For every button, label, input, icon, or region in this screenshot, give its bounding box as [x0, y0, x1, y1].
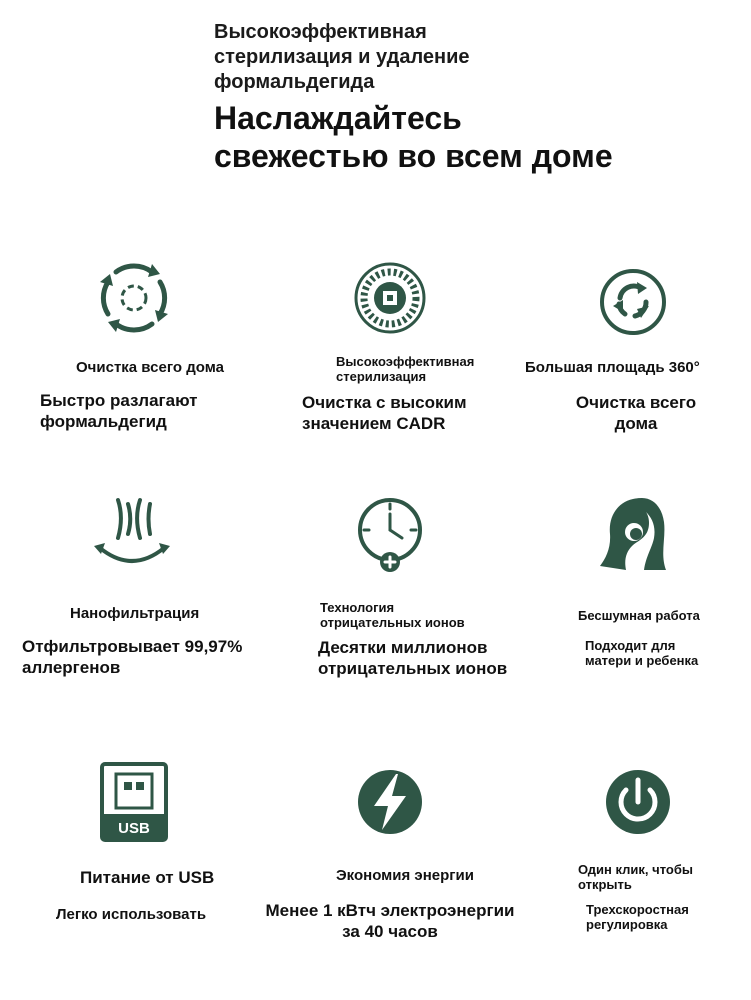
- clock-plus-icon: [350, 494, 430, 574]
- usb-icon-text: USB: [118, 820, 150, 837]
- feature-desc: Отфильтровывает 99,97% аллергенов: [22, 637, 243, 677]
- feature-label: Один клик, чтобы открыть: [578, 862, 693, 892]
- header-subtitle: Высокоэффективная стерилизация и удаление формальдегида: [214, 21, 470, 93]
- feature-desc: Десятки миллионов отрицательных ионов: [318, 638, 508, 678]
- nanofilter-icon: [92, 494, 172, 574]
- feature-label: Нанофильтрация: [70, 605, 200, 622]
- usb-icon: [94, 758, 174, 844]
- feature-desc: Менее 1 кВтч электроэнергии за 40 часов: [265, 901, 515, 941]
- feature-desc: Трехскоростная регулировка: [586, 902, 689, 932]
- feature-desc: Очистка всего дома: [575, 393, 697, 433]
- feature-label: Бесшумная работа: [578, 608, 700, 623]
- feature-desc: Легко использовать: [56, 906, 207, 923]
- feature-label: Высокоэффективная стерилизация: [336, 354, 475, 384]
- lightning-icon: [350, 762, 430, 842]
- feature-label: Питание от USB: [80, 868, 215, 887]
- header: [214, 20, 613, 175]
- feature-label: Очистка всего дома: [76, 359, 224, 376]
- power-icon: [598, 762, 678, 842]
- mother-child-icon: [596, 494, 676, 574]
- circular-arrows-icon: [94, 258, 174, 338]
- feature-desc: Быстро разлагают формальдегид: [40, 391, 198, 431]
- feature-desc: Очистка с высоким значением CADR: [302, 393, 467, 433]
- feature-label: Большая площадь 360°: [525, 359, 700, 376]
- feature-label: Экономия энергии: [336, 867, 474, 884]
- feature-desc: Подходит для матери и ребенка: [585, 638, 699, 668]
- airflow-360-icon: [593, 262, 673, 342]
- filter-gear-icon: [350, 258, 430, 338]
- header-title: Наслаждайтесь свежестью во всем доме: [214, 100, 613, 174]
- feature-label: Технология отрицательных ионов: [320, 600, 465, 630]
